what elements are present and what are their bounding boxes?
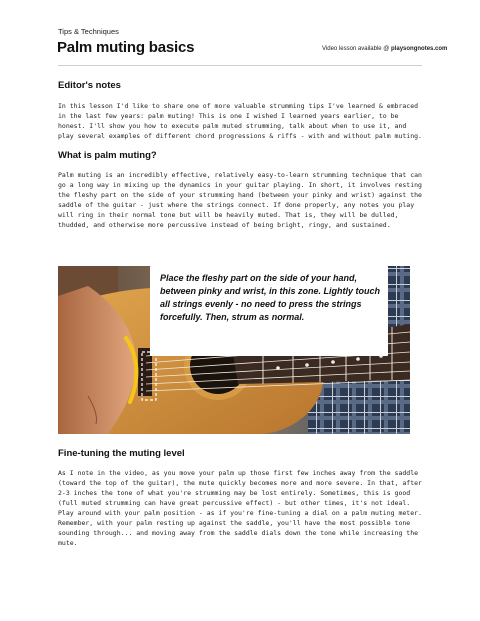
video-credit xyxy=(322,46,447,52)
section-kicker: Tips & Techniques xyxy=(58,27,119,36)
what-is-body: Palm muting is an incredibly effective, relatively easy-to-learn strumming technique that can go a long way in mixing up the dynamics in your guitar playing. In short, it involves resting the fleshy part on the side of your strumming hand (between your pinky and wrist) against the saddle of the guitar - just where the strings connect. If done properly, any notes you play will ring in their normal tone but will be heavily muted. That is, they will be dulled, thudded, and otherwise more percussive instead of being bright, ringy, and sustained. xyxy=(58,171,422,229)
what-is-heading: What is palm muting? xyxy=(58,150,157,161)
credit-prefix: Video lesson available @ xyxy=(322,46,392,52)
header-divider xyxy=(58,65,422,66)
palm-muting-photo xyxy=(58,266,410,434)
editors-notes-heading: Editor's notes xyxy=(58,80,121,91)
photo-callout: Place the fleshy part on the side of your hand, between pinky and wrist, in this zone. Lightly touch all strings evenly - no need to press the strings forcefully. Then, strum as normal. xyxy=(150,266,388,356)
page-title: Palm muting basics xyxy=(57,39,195,56)
credit-site-link[interactable]: playsongnotes.com xyxy=(391,46,448,52)
fine-tuning-heading: Fine-tuning the muting level xyxy=(58,448,185,459)
editors-notes-body: In this lesson I'd like to share one of more valuable strumming tips I've learned & embraced in the last few years: palm muting! This is one I wished I learned years earlier, to be honest. I'll show you how to execute palm muted strumming, talk about when to use it, and play several examples of different chord progressions & riffs - with and without palm muting. xyxy=(58,102,422,140)
fine-tuning-body: As I note in the video, as you move your palm up those first few inches away from the saddle (toward the top of the guitar), the mute quickly becomes more and more severe. In that, after 2-3 inches the tone of what you're strumming may be lost entirely. Sometimes, this is good (full muted strumming can have great percussive effect) - but other times, it's not ideal. Play around with your palm position - as if you're fine-tuning a dial on a palm muting meter. Remember, with your palm resting up against the saddle, you'll have the most possible tone sounding through... and moving away from the saddle dials down the tone while increasing the mute. xyxy=(58,469,422,547)
